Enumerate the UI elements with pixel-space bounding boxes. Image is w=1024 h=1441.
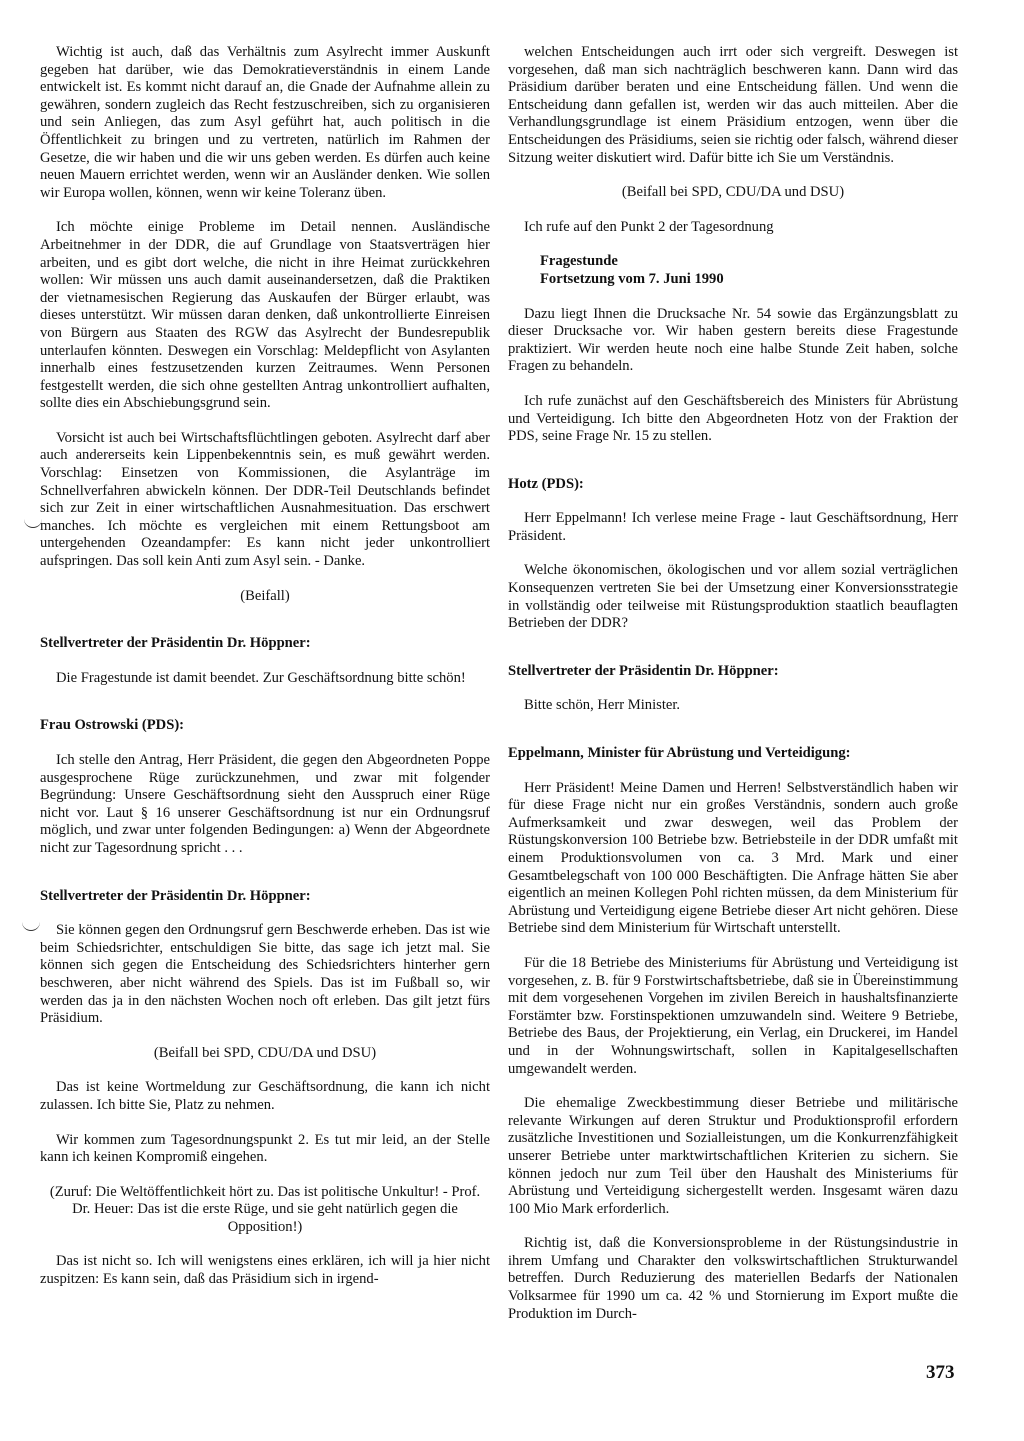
- paragraph: Vorsicht ist auch bei Wirtschaftsflüchtlingen geboten. Asylrecht darf aber auch andererseits kein Lippenbekenntnis sein, es muß gewährt werden. Vorschlag: Einsetzen von Kommissionen, die Asylanträge im Schnellverfahren abwickeln können. Der DDR-Teil Deutschlands befindet sich zur Zeit in einer wirtschaftlichen Ausnahmesituation. Das erschwert manches. Ich möchte es vergleichen mit einem Rettungsboot am untergehenden Ozeandampfer: Es kann nicht jeder unkontrolliert aufspringen. Das soll kein Anti zum Asyl sein. - Danke.: [40, 429, 490, 570]
- paragraph: Die Fragestunde ist damit beendet. Zur Geschäftsordnung bitte schön!: [56, 669, 466, 686]
- paragraph: welchen Entscheidungen auch irrt oder sich vergreift. Deswegen ist vorgesehen, daß man sich nachträglich beschweren kann. Dann wird das Präsidium darüber beraten und eine Entscheidung fällen. Und wenn die Entscheidung dann gefallen ist, werden wir das auch mitteilen. Aber die Verhandlungsgrundlage ist einem Präsidium entzogen, wenn über die Entscheidungen des Präsidiums, seien sie richtig oder falsch, während dieser Sitzung weiter diskutiert wird. Dafür bitte ich Sie um Verständnis.: [508, 44, 958, 166]
- paragraph: Herr Präsident! Meine Damen und Herren! Selbstverständlich haben wir für diese Frage nicht nur ein großes Verständnis, sondern auch große Aufmerksamkeit und zwar deswegen, weil das Problem der Rüstungskonversion 100 Betriebe bzw. Betriebsteile in der DDR umfaßt mit einem Produktionsvolumen von ca. 3 Mrd. Mark und einer Gesamtbelegschaft von 100 000 Beschäftigten. Die Anfrage hätten Sie aber eigentlich an meinen Kollegen Pohl richten müssen, da dem Ministerium für Abrüstung und Verteidigung eigene Betriebe dieser Art nicht gehören. Diese Betriebe sind dem Ministerium für Wirtschaft unterstellt.: [508, 779, 958, 937]
- speaker-heading: [508, 476, 958, 494]
- applause-note: (Beifall): [240, 587, 290, 604]
- speaker-name: Eppelmann, Minister für Abrüstung und Verteidigung:: [508, 745, 851, 762]
- paragraph: Wichtig ist auch, daß das Verhältnis zum Asylrecht immer Auskunft gegeben hat darüber, wie das Demokratieverständnis in einem Lande entwickelt ist. Es kommt nicht darauf an, die Gnade der Aufnahme allein zu gewähren, sondern zugleich das Recht festzuschreiben, sich zu organisieren und sein Anliegen, das zum Asyl geführt hat, auch politisch in die Öffentlichkeit zu bringen und zu vertreten, natürlich im Rahmen der Gesetze, die wir haben und die wir uns geben werden. Es dürfen auch keine neuen Mauern errichtet werden, wenn wir an Ausländer denken. Wie sollen wir Europa wollen, können, wenn wir keine Toleranz üben.: [40, 44, 490, 201]
- page-number: 373: [926, 1362, 955, 1383]
- paragraph: Für die 18 Betriebe des Ministeriums für Abrüstung und Verteidigung ist vorgesehen, z. B. für 9 Forstwirtschaftsbetriebe, daß sie in Übereinstimmung mit dem vorgesehenen Vorgehen im zivilen Bereich in haushaltsfinanzierte Forstämter bzw. Forstinspektionen umzuwandeln sind. Weitere 9 Betriebe, Betriebe des Baus, der Projektierung, ein Verlag, ein Druckerei, im Handel und in der Wohnungswirtschaft, sollen in Kapitalgesellschaften umgewandelt werden.: [508, 954, 958, 1077]
- speaker-name: Stellvertreter der Präsidentin Dr. Höppner:: [40, 635, 311, 652]
- paragraph: Ich rufe zunächst auf den Geschäftsbereich des Ministers für Abrüstung und Verteidigung. Ich bitte den Abgeordneten Hotz von der Fraktion der PDS, seine Frage Nr. 15 zu stellen.: [508, 392, 958, 445]
- agenda-title: Fragestunde: [540, 253, 618, 270]
- paragraph: Welche ökonomischen, ökologischen und vor allem sozial verträglichen Konsequenzen vertreten Sie bei der Umsetzung einer Konversionsstrategie in vollständig oder teilweise mit Rüstungsproduktion staatlich beauflagten Betrieben der DDR?: [508, 562, 958, 632]
- paragraph: Ich stelle den Antrag, Herr Präsident, die gegen den Abgeordneten Poppe ausgesprochene Rüge zurückzunehmen, und zwar mit folgender Begründung: Unsere Geschäftsordnung sieht den Ausspruch einer Rüge nicht vor. Laut § 16 unserer Geschäftsordnung ist nur ein Ordnungsruf möglich, und zwar unter folgenden Bedingungen: a) Wenn der Abgeordnete nicht zur Tagesordnung spricht . . .: [40, 752, 490, 856]
- paragraph: Das ist keine Wortmeldung zur Geschäftsordnung, die kann ich nicht zulassen. Ich bitte Sie, Platz zu nehmen.: [40, 1079, 490, 1113]
- paragraph: Herr Eppelmann! Ich verlese meine Frage - laut Geschäftsordnung, Herr Präsident.: [508, 510, 958, 544]
- paragraph: Die ehemalige Zweckbestimmung dieser Betriebe und militärische relevante Wirkungen auf deren Struktur und Produktionsprofil erfordern zusätzliche Investitionen und Sozialleistungen, um die Konkurrenzfähigkeit unserer Betriebe unter marktwirtschaftlichen Kriterien zu sichern. Sie können jedoch nur zum Teil über den Haushalt des Ministeriums für Abrüstung und Verteidigung sichergestellt werden. Insgesamt wären dazu 100 Mio Mark erforderlich.: [508, 1095, 958, 1217]
- paragraph: Ich rufe auf den Punkt 2 der Tagesordnung: [524, 218, 774, 235]
- left-column: [40, 44, 490, 1289]
- speaker-heading: [40, 635, 490, 653]
- paragraph: Richtig ist, daß die Konversionsprobleme in der Rüstungsindustrie in ihrem Umfang und Charakter den volkswirtschaftlichen Strukturwandel betreffen. Durch Reduzierung des materiellen Bedarfs der Nationalen Volksarmee für 1990 um ca. 42 % und Stornierung im Export mußte die Produktion im Durch-: [508, 1235, 958, 1322]
- speaker-name: Hotz (PDS):: [508, 475, 584, 492]
- paragraph: Ich möchte einige Probleme im Detail nennen. Ausländische Arbeitnehmer in der DDR, die auf Grundlage von Staatsverträgen hier arbeiten, und es gibt dort welche, die nicht in ihre Heimat zurückkehren wollen: Wir müssen uns auch damit auseinandersetzen, daß die Praktiken der vietnamesischen Regierung das Auskaufen der Bürger erlaubt, was dieses unterstützt. Wir müssen daran denken, daß unkontrollierte Einreisen von Bürgern aus Staaten des RGW das Asylrecht der Bundesrepublik unterlaufen könnten. Deswegen ein Vorschlag: Meldepflicht von Asylanten innerhalb eines festzusetzenden kurzen Zeitraumes. Wenn Personen festgestellt werden, die sich ohne gestellten Antrag unkontrolliert aufhalten, sollte dies ein Abschiebungsgrund sein.: [40, 219, 490, 412]
- speaker-name: Stellvertreter der Präsidentin Dr. Höppner:: [40, 887, 311, 904]
- right-column: [508, 44, 958, 1323]
- agenda-subtitle: Fortsetzung vom 7. Juni 1990: [540, 270, 724, 287]
- paragraph: Bitte schön, Herr Minister.: [524, 697, 681, 714]
- applause-note: (Beifall bei SPD, CDU/DA und DSU): [621, 184, 845, 201]
- applause-note: (Beifall bei SPD, CDU/DA und DSU): [153, 1044, 377, 1061]
- speaker-name: Frau Ostrowski (PDS):: [40, 717, 185, 734]
- speaker-heading: [40, 717, 490, 735]
- interjection-note: (Zuruf: Die Weltöffentlichkeit hört zu. Das ist politische Unkultur! - Prof. Dr. Heuer: Das ist die erste Rüge, und sie geht natürlich gegen die Opposition!): [49, 1183, 481, 1235]
- paragraph: Sie können gegen den Ordnungsruf gern Beschwerde erheben. Das ist wie beim Schiedsrichter, entschuldigen Sie bitte, das sage ich jetzt mal. Sie können sich gegen die Entscheidung des Schiedsrichters hinterher gern beschweren, aber nicht während des Spiels. Das ist im Fußball so, wir werden das ja in den nächsten Wochen noch oft erleben. Das gilt jetzt fürs Präsidium.: [40, 922, 490, 1027]
- paragraph: Wir kommen zum Tagesordnungspunkt 2. Es tut mir leid, an der Stelle kann ich keinen Kompromiß eingehen.: [40, 1131, 490, 1166]
- speaker-heading: [508, 745, 958, 763]
- speaker-heading: [508, 663, 958, 681]
- pencil-mark-icon: [22, 918, 40, 931]
- speaker-heading: [40, 888, 490, 906]
- paragraph: Dazu liegt Ihnen die Drucksache Nr. 54 sowie das Ergänzungsblatt zu dieser Drucksache vor. Wir haben gestern bereits diese Fragestunde praktiziert. Wir werden heute noch eine halbe Stunde Zeit haben, solche Fragen zu behandeln.: [508, 305, 958, 375]
- speaker-name: Stellvertreter der Präsidentin Dr. Höppner:: [508, 662, 779, 679]
- paragraph: Das ist nicht so. Ich will wenigstens eines erklären, ich will ja hier nicht zuspitzen: Es kann sein, daß das Präsidium sich in irgend-: [40, 1253, 490, 1288]
